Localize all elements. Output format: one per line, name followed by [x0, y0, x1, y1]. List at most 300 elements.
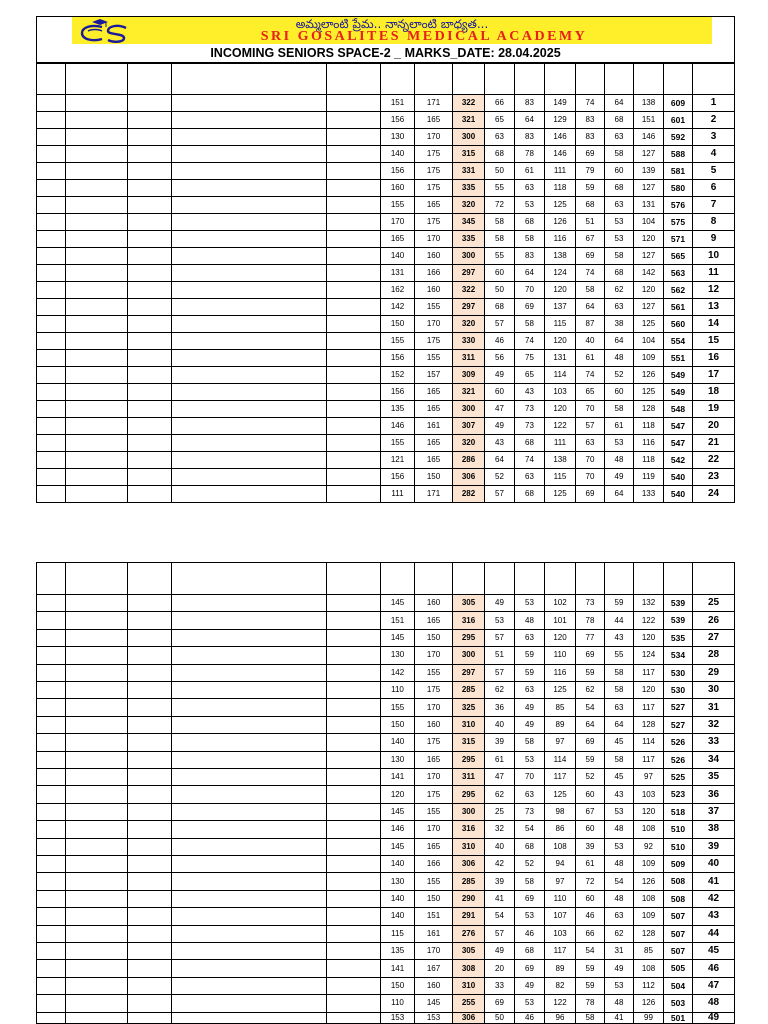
- blank-cell: [327, 299, 381, 316]
- blank-cell: [172, 804, 327, 821]
- rank-cell: 4: [693, 146, 735, 163]
- blank-cell: [327, 752, 381, 769]
- blank-cell: [66, 299, 128, 316]
- blank-cell: [327, 231, 381, 248]
- score-cell: 49: [485, 367, 515, 384]
- rank-cell: 2: [693, 112, 735, 129]
- blank-cell: [327, 418, 381, 435]
- score-cell: 150: [381, 717, 415, 734]
- score-cell: 64: [515, 265, 545, 282]
- blank-cell: [36, 180, 66, 197]
- blank-cell: [128, 197, 172, 214]
- blank-cell: [36, 926, 66, 943]
- blank-cell: [327, 839, 381, 856]
- score-cell: 63: [515, 469, 545, 486]
- blank-cell: [36, 978, 66, 995]
- score-cell: 146: [634, 129, 664, 146]
- score-cell: 83: [515, 248, 545, 265]
- header-cell: [327, 562, 381, 595]
- header-cell: [634, 63, 664, 95]
- subtotal-cell: 335: [453, 231, 485, 248]
- score-cell: 120: [545, 282, 576, 299]
- score-cell: 48: [605, 350, 634, 367]
- score-cell: 59: [576, 665, 605, 682]
- score-cell: 155: [381, 435, 415, 452]
- score-cell: 122: [634, 612, 664, 629]
- score-cell: 150: [415, 630, 453, 647]
- score-cell: 55: [485, 180, 515, 197]
- blank-cell: [36, 595, 66, 612]
- blank-cell: [36, 839, 66, 856]
- blank-cell: [66, 665, 128, 682]
- rank-cell: 25: [693, 595, 735, 612]
- rank-cell: 16: [693, 350, 735, 367]
- score-cell: 152: [381, 367, 415, 384]
- academy-name: SRI GOSALITES MEDICAL ACADEMY: [260, 29, 588, 44]
- blank-cell: [36, 469, 66, 486]
- score-cell: 53: [485, 612, 515, 629]
- score-cell: 45: [605, 769, 634, 786]
- score-cell: 146: [381, 418, 415, 435]
- header-cell: [66, 63, 128, 95]
- blank-cell: [128, 350, 172, 367]
- subtotal-cell: 345: [453, 214, 485, 231]
- blank-cell: [66, 839, 128, 856]
- score-cell: 161: [415, 418, 453, 435]
- score-cell: 92: [634, 839, 664, 856]
- blank-cell: [172, 630, 327, 647]
- blank-cell: [172, 163, 327, 180]
- blank-cell: [327, 282, 381, 299]
- blank-cell: [172, 197, 327, 214]
- score-cell: 130: [381, 873, 415, 890]
- score-cell: 156: [381, 350, 415, 367]
- blank-cell: [172, 401, 327, 418]
- score-cell: 68: [515, 943, 545, 960]
- total-cell: 588: [664, 146, 693, 163]
- blank-cell: [66, 316, 128, 333]
- blank-cell: [327, 647, 381, 664]
- subtotal-cell: 321: [453, 112, 485, 129]
- score-cell: 47: [485, 769, 515, 786]
- score-cell: 69: [515, 299, 545, 316]
- header-cell: [415, 562, 453, 595]
- score-cell: 60: [576, 891, 605, 908]
- blank-cell: [66, 350, 128, 367]
- score-cell: 138: [634, 95, 664, 112]
- score-cell: 150: [415, 469, 453, 486]
- score-cell: 127: [634, 248, 664, 265]
- score-cell: 170: [415, 769, 453, 786]
- blank-cell: [66, 717, 128, 734]
- total-cell: 510: [664, 821, 693, 838]
- blank-cell: [66, 384, 128, 401]
- total-cell: 540: [664, 469, 693, 486]
- score-cell: 137: [545, 299, 576, 316]
- blank-cell: [327, 630, 381, 647]
- total-cell: 561: [664, 299, 693, 316]
- blank-cell: [327, 665, 381, 682]
- score-cell: 64: [605, 95, 634, 112]
- total-cell: 510: [664, 839, 693, 856]
- total-cell: 575: [664, 214, 693, 231]
- score-cell: 63: [515, 786, 545, 803]
- header-cell: [664, 63, 693, 95]
- score-cell: 61: [576, 856, 605, 873]
- total-cell: 530: [664, 665, 693, 682]
- score-cell: 94: [545, 856, 576, 873]
- score-cell: 44: [605, 612, 634, 629]
- blank-cell: [36, 943, 66, 960]
- score-cell: 75: [515, 350, 545, 367]
- score-cell: 125: [634, 316, 664, 333]
- subtotal-cell: 315: [453, 734, 485, 751]
- blank-cell: [66, 112, 128, 129]
- score-cell: 40: [485, 839, 515, 856]
- blank-cell: [128, 891, 172, 908]
- rank-cell: 29: [693, 665, 735, 682]
- blank-cell: [66, 452, 128, 469]
- blank-cell: [36, 129, 66, 146]
- rank-cell: 36: [693, 786, 735, 803]
- score-cell: 85: [545, 699, 576, 716]
- score-cell: 58: [605, 752, 634, 769]
- header-cell: [327, 63, 381, 95]
- score-cell: 131: [634, 197, 664, 214]
- rank-cell: 22: [693, 452, 735, 469]
- score-cell: 68: [515, 839, 545, 856]
- blank-cell: [66, 486, 128, 503]
- score-cell: 74: [515, 452, 545, 469]
- score-cell: 156: [381, 112, 415, 129]
- score-cell: 41: [605, 1013, 634, 1024]
- score-cell: 59: [515, 647, 545, 664]
- blank-cell: [327, 163, 381, 180]
- score-cell: 120: [634, 630, 664, 647]
- score-cell: 126: [634, 367, 664, 384]
- score-cell: 31: [605, 943, 634, 960]
- blank-cell: [128, 612, 172, 629]
- total-cell: 508: [664, 873, 693, 890]
- score-cell: 42: [485, 856, 515, 873]
- score-cell: 63: [605, 197, 634, 214]
- score-cell: 58: [485, 231, 515, 248]
- score-cell: 166: [415, 265, 453, 282]
- subtotal-cell: 322: [453, 95, 485, 112]
- score-cell: 58: [605, 665, 634, 682]
- score-cell: 59: [576, 978, 605, 995]
- total-cell: 580: [664, 180, 693, 197]
- blank-cell: [327, 214, 381, 231]
- blank-cell: [128, 717, 172, 734]
- score-cell: 141: [381, 769, 415, 786]
- score-cell: 77: [576, 630, 605, 647]
- blank-cell: [172, 960, 327, 977]
- blank-cell: [327, 926, 381, 943]
- score-cell: 64: [576, 299, 605, 316]
- score-cell: 153: [381, 1013, 415, 1024]
- blank-cell: [327, 804, 381, 821]
- score-cell: 160: [415, 282, 453, 299]
- blank-cell: [66, 612, 128, 629]
- score-cell: 59: [576, 960, 605, 977]
- rank-cell: 38: [693, 821, 735, 838]
- blank-cell: [172, 214, 327, 231]
- score-cell: 87: [576, 316, 605, 333]
- subtotal-cell: 335: [453, 180, 485, 197]
- total-cell: 562: [664, 282, 693, 299]
- score-cell: 48: [605, 452, 634, 469]
- score-cell: 49: [485, 418, 515, 435]
- total-cell: 565: [664, 248, 693, 265]
- score-cell: 57: [485, 316, 515, 333]
- rank-cell: 18: [693, 384, 735, 401]
- blank-cell: [172, 367, 327, 384]
- blank-cell: [128, 734, 172, 751]
- blank-cell: [172, 231, 327, 248]
- score-cell: 140: [381, 146, 415, 163]
- blank-cell: [36, 350, 66, 367]
- blank-cell: [327, 734, 381, 751]
- rank-cell: 21: [693, 435, 735, 452]
- blank-cell: [128, 452, 172, 469]
- blank-cell: [128, 163, 172, 180]
- score-cell: 99: [634, 1013, 664, 1024]
- score-cell: 157: [415, 367, 453, 384]
- score-cell: 63: [515, 180, 545, 197]
- score-cell: 146: [545, 129, 576, 146]
- score-cell: 51: [485, 647, 515, 664]
- score-cell: 114: [545, 752, 576, 769]
- score-cell: 68: [515, 435, 545, 452]
- score-cell: 129: [545, 112, 576, 129]
- score-cell: 41: [485, 891, 515, 908]
- blank-cell: [128, 873, 172, 890]
- score-cell: 140: [381, 856, 415, 873]
- score-cell: 53: [605, 214, 634, 231]
- blank-cell: [172, 734, 327, 751]
- score-cell: 135: [381, 943, 415, 960]
- score-cell: 126: [545, 214, 576, 231]
- header-cell: [453, 562, 485, 595]
- score-cell: 125: [545, 486, 576, 503]
- header-cell: [36, 63, 66, 95]
- score-cell: 58: [515, 316, 545, 333]
- score-cell: 96: [545, 1013, 576, 1024]
- score-cell: 175: [415, 214, 453, 231]
- blank-cell: [128, 418, 172, 435]
- score-cell: 170: [415, 129, 453, 146]
- score-cell: 40: [485, 717, 515, 734]
- blank-cell: [36, 231, 66, 248]
- total-cell: 554: [664, 333, 693, 350]
- blank-cell: [172, 752, 327, 769]
- score-cell: 53: [515, 995, 545, 1012]
- blank-cell: [128, 995, 172, 1012]
- score-cell: 145: [381, 630, 415, 647]
- blank-cell: [128, 682, 172, 699]
- blank-cell: [36, 995, 66, 1012]
- total-cell: 509: [664, 856, 693, 873]
- score-cell: 112: [634, 978, 664, 995]
- blank-cell: [66, 769, 128, 786]
- blank-cell: [66, 282, 128, 299]
- blank-cell: [128, 231, 172, 248]
- blank-cell: [36, 612, 66, 629]
- score-cell: 70: [576, 452, 605, 469]
- blank-cell: [172, 699, 327, 716]
- header-cell: [515, 63, 545, 95]
- score-cell: 116: [634, 435, 664, 452]
- score-cell: 115: [545, 469, 576, 486]
- blank-cell: [327, 350, 381, 367]
- subtotal-cell: 295: [453, 786, 485, 803]
- blank-cell: [36, 95, 66, 112]
- subtotal-cell: 321: [453, 384, 485, 401]
- blank-cell: [66, 1013, 128, 1024]
- score-cell: 58: [576, 1013, 605, 1024]
- score-cell: 122: [545, 418, 576, 435]
- score-cell: 63: [576, 435, 605, 452]
- score-cell: 108: [634, 960, 664, 977]
- total-cell: 507: [664, 926, 693, 943]
- blank-cell: [66, 856, 128, 873]
- blank-cell: [128, 299, 172, 316]
- score-cell: 109: [634, 908, 664, 925]
- score-cell: 138: [545, 248, 576, 265]
- score-cell: 118: [545, 180, 576, 197]
- score-cell: 69: [576, 146, 605, 163]
- score-cell: 175: [415, 180, 453, 197]
- rank-cell: 28: [693, 647, 735, 664]
- blank-cell: [172, 682, 327, 699]
- score-cell: 74: [576, 367, 605, 384]
- score-cell: 36: [485, 699, 515, 716]
- score-cell: 79: [576, 163, 605, 180]
- score-cell: 61: [605, 418, 634, 435]
- score-cell: 25: [485, 804, 515, 821]
- score-cell: 57: [485, 486, 515, 503]
- blank-cell: [327, 856, 381, 873]
- score-cell: 78: [515, 146, 545, 163]
- blank-cell: [172, 786, 327, 803]
- blank-cell: [172, 282, 327, 299]
- score-cell: 59: [576, 752, 605, 769]
- score-cell: 49: [515, 699, 545, 716]
- score-cell: 151: [634, 112, 664, 129]
- score-cell: 151: [381, 95, 415, 112]
- score-cell: 46: [515, 926, 545, 943]
- score-cell: 155: [381, 699, 415, 716]
- blank-cell: [128, 384, 172, 401]
- blank-cell: [128, 752, 172, 769]
- score-cell: 118: [634, 418, 664, 435]
- blank-cell: [128, 699, 172, 716]
- score-cell: 46: [515, 1013, 545, 1024]
- score-cell: 161: [415, 926, 453, 943]
- score-cell: 53: [515, 752, 545, 769]
- score-cell: 58: [605, 682, 634, 699]
- blank-cell: [172, 821, 327, 838]
- blank-cell: [128, 435, 172, 452]
- rank-cell: 9: [693, 231, 735, 248]
- subtotal-cell: 310: [453, 978, 485, 995]
- subtotal-cell: 300: [453, 248, 485, 265]
- score-cell: 108: [545, 839, 576, 856]
- score-cell: 120: [381, 786, 415, 803]
- blank-cell: [172, 943, 327, 960]
- score-cell: 49: [605, 469, 634, 486]
- header-cell: [128, 63, 172, 95]
- score-cell: 175: [415, 734, 453, 751]
- blank-cell: [128, 265, 172, 282]
- score-cell: 146: [545, 146, 576, 163]
- subtotal-cell: 300: [453, 804, 485, 821]
- blank-cell: [128, 908, 172, 925]
- score-cell: 162: [381, 282, 415, 299]
- rank-cell: 32: [693, 717, 735, 734]
- blank-cell: [128, 95, 172, 112]
- score-cell: 153: [415, 1013, 453, 1024]
- score-cell: 110: [545, 891, 576, 908]
- score-cell: 63: [515, 682, 545, 699]
- rank-cell: 45: [693, 943, 735, 960]
- banner-tagline: అమ్మలాంటి ప్రేమ.. నాన్నలాంటి బాధ్యత...: [295, 17, 489, 31]
- blank-cell: [36, 299, 66, 316]
- score-cell: 57: [485, 926, 515, 943]
- total-cell: 504: [664, 978, 693, 995]
- blank-cell: [128, 146, 172, 163]
- blank-cell: [128, 630, 172, 647]
- subtotal-cell: 255: [453, 995, 485, 1012]
- blank-cell: [172, 248, 327, 265]
- score-cell: 57: [485, 665, 515, 682]
- score-cell: 124: [545, 265, 576, 282]
- score-cell: 111: [545, 163, 576, 180]
- blank-cell: [327, 978, 381, 995]
- score-cell: 120: [634, 682, 664, 699]
- score-cell: 140: [381, 734, 415, 751]
- blank-cell: [172, 873, 327, 890]
- total-cell: 563: [664, 265, 693, 282]
- score-cell: 56: [485, 350, 515, 367]
- score-cell: 120: [634, 282, 664, 299]
- score-cell: 127: [634, 146, 664, 163]
- score-cell: 86: [545, 821, 576, 838]
- score-cell: 89: [545, 717, 576, 734]
- score-cell: 39: [485, 873, 515, 890]
- score-cell: 63: [605, 299, 634, 316]
- blank-cell: [172, 595, 327, 612]
- score-cell: 89: [545, 960, 576, 977]
- score-cell: 127: [634, 180, 664, 197]
- blank-cell: [128, 665, 172, 682]
- score-cell: 160: [415, 248, 453, 265]
- score-cell: 70: [515, 769, 545, 786]
- score-cell: 120: [634, 231, 664, 248]
- blank-cell: [36, 316, 66, 333]
- score-cell: 130: [381, 129, 415, 146]
- rank-cell: 5: [693, 163, 735, 180]
- score-cell: 125: [634, 384, 664, 401]
- score-cell: 58: [605, 248, 634, 265]
- blank-cell: [128, 486, 172, 503]
- score-cell: 170: [415, 231, 453, 248]
- subtotal-cell: 316: [453, 612, 485, 629]
- blank-cell: [36, 873, 66, 890]
- score-cell: 61: [515, 163, 545, 180]
- blank-cell: [327, 112, 381, 129]
